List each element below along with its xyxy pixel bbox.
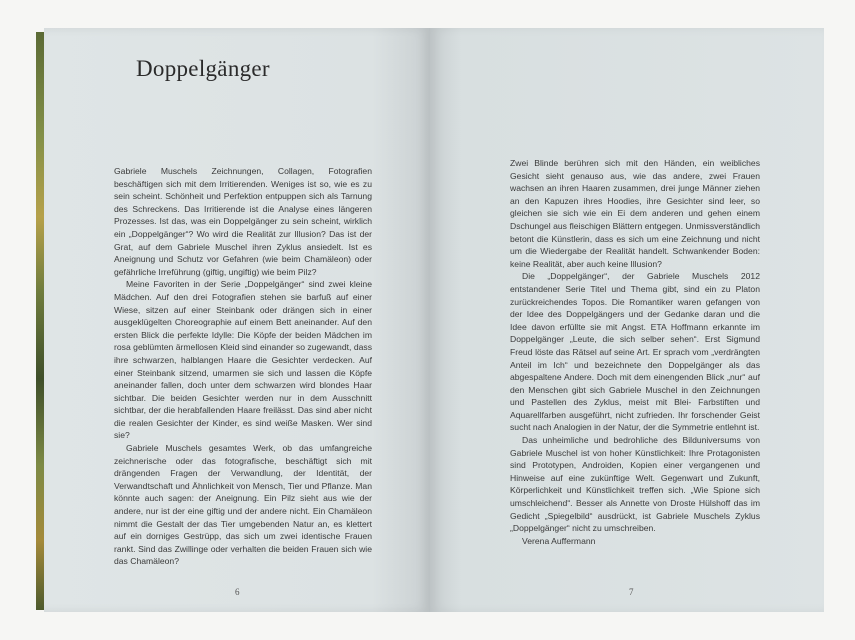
page-number-right: 7 [629, 587, 634, 597]
page-title: Doppelgänger [136, 56, 270, 81]
paragraph: Die „Doppelgänger“, der Gabriele Muschels 2012 entstandener Serie Titel und Thema gibt, sind ein zu Platon zurückreichendes Topos. Die Romantiker waren gefangen von der Idee des Doppelgängers und der Gedanke daran und die Idee davon erfüllte sie mit Angst. ETA Hoffmann erkannte im Doppelgänger „Leute, die sich selber sehen“. Erst Sigmund Freud löste das Rätsel auf seine Art. Er sprach vom „verdrängten Anteil im Ich“ und bezeichnete den Doppelgänger als das abgespaltene Andere. Doch mit dem einengenden Blick „nur“ auf den Menschen gibt sich Gabriele Muschel in den Zeichnungen und Pastellen des Zyklus, meist mit Blei- Farbstiften und Aquarellfarben ausgeführt, nicht zufrieden. Ihr forschender Geist sucht nach Analogien in der Natur, der die Symmetrie entlehnt ist. [510, 271, 760, 433]
right-body-text [510, 157, 760, 535]
left-body-text [114, 165, 372, 568]
page-number-left: 6 [235, 587, 240, 597]
paragraph: Gabriele Muschels gesamtes Werk, ob das umfangreiche zeichnerische oder das fotografische, beschäftigt sich mit drängenden Fragen der Verwandlung, der Identität, der Verwandtschaft und Ähnlichkeit von Mensch, Tier und Pflanze. Man könnte auch sagen: der Aneignung. Ein Pilz sieht aus wie der andere, nur ist der eine giftig und der andere nicht. Ein Chamäleon nimmt die Gestalt der das Tier umgebenden Natur an, es klettert auf ein dorniges Gestrüpp, das sich um zwei identische Frauen rankt. Sind das Zwillinge oder verhalten die beiden Frauen sich wie das Chamäleon? [114, 443, 372, 567]
author-name: Verena Auffermann [522, 536, 596, 546]
right-page [430, 28, 824, 612]
paragraph: Das unheimliche und bedrohliche des Bilduniversums von Gabriele Muschel ist von hoher Künstlichkeit: Ihre Protagonisten sind Prototypen, Androiden, Kopien einer vergangenen und Hinweise auf eine zukünftige Welt. Gegenwart und Zukunft, Körperlichkeit und Künstlichkeit treffen sich. „Wie Spione sich umschleichend“. Besser als Annette von Droste Hülshoff das im Gedicht „Spiegelbild“ ausdrückt, ist Gabriele Muschels Zyklus „Doppelgänger“ nicht zu umschreiben. [510, 435, 760, 534]
open-booklet [36, 28, 824, 612]
paragraph: Gabriele Muschels Zeichnungen, Collagen, Fotografien beschäftigen sich mit dem Irritierenden. Weniges ist so, wie es zu sein scheint. Schönheit und Perfektion entpuppen sich als Tarnung des Schreckens. Das Irritierende ist die Analyse eines längeren Prozesses. Ist das, was ein Doppelgänger zu sein scheint, wirklich ein „Doppelgänger“? Wo wird die Realität zur Illusion? Das ist der Grat, auf dem Gabriele Muschel ihren Zyklus ansiedelt. Ist es Aneignung und Schutz vor Gefahren (wie beim Chamäleon) oder gefährliche Irreführung (giftig, ungiftig) wie beim Pilz? [114, 166, 372, 277]
paragraph: Meine Favoriten in der Serie „Doppelgänger“ sind zwei kleine Mädchen. Auf den drei Fotografien stehen sie barfuß auf einer Wiese, sitzen auf einer Steinbank oder drängen sich in einer ausgeklügelten Choreographie auf einem Bett aneinander. Auf den ersten Blick die perfekte Idylle: Die Köpfe der beiden Mädchen im rosa geblümten ärmellosen Kleid sind einander so zugewandt, dass ihre schwarzen, halblangen Haare die Gesichter verdecken. Auf einer Steinbank sitzend, umarmen sie sich und lassen die Köpfe aneinander fallen, doch unter dem schwarzen wird blondes Haar sichtbar. Die beiden Gesichter werden nur in dem Ausschnitt sichtbar, der die herabfallenden Haare freilässt. Das sind aber nicht die realen Gesichter der Kinder, es sind weiße Masken. Wer sind sie? [114, 279, 372, 441]
left-page [44, 28, 430, 612]
paragraph: Zwei Blinde berühren sich mit den Händen, ein weibliches Gesicht sieht genauso aus, wie das andere, zwei Frauen wachsen an ihren Haaren zusammen, drei junge Männer ziehen an den Kapuzen ihres Hoodies, ihre Gesichter sind leer, so gleichen sie sich wie ein Ei dem anderen und gehen einem Dschungel aus fleischigen Blättern entgegen. Unmissverständlich betont die Künstlerin, dass es sich um eine Zeichnung und nicht um die Wiedergabe der Realität handelt. Schwankender Boden: keine Realität, aber auch keine Illusion? [510, 158, 760, 269]
